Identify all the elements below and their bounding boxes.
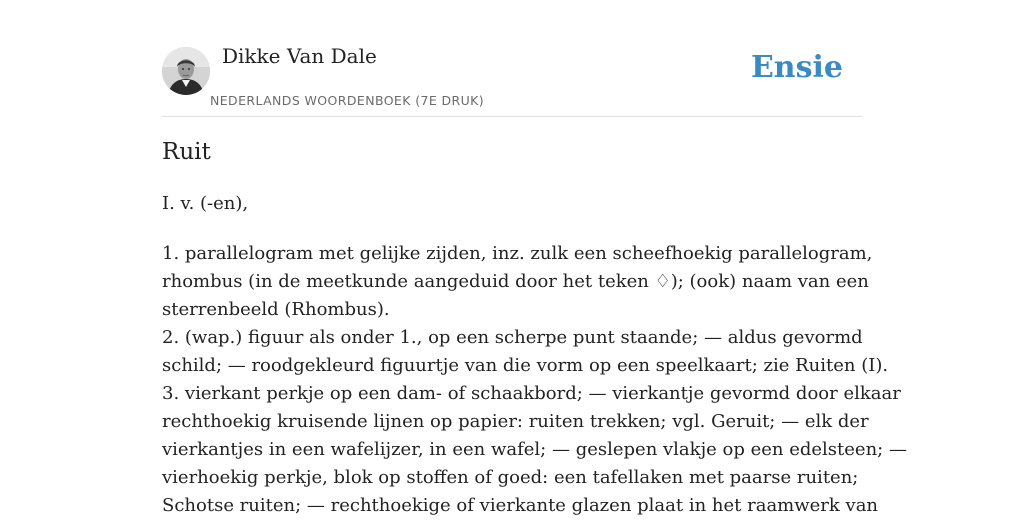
dictionary-page [162, 0, 907, 516]
site-name[interactable]: Dikke Van Dale [222, 44, 377, 68]
author-portrait [162, 47, 210, 95]
entry-definitions [162, 240, 907, 520]
definition-line: sterrenbeeld (Rhombus). [162, 299, 390, 320]
definition-line: schild; — roodgekleurd figuurtje van die vorm op een speelkaart; zie Ruiten (I). [162, 355, 889, 376]
entry-grammar: I. v. (-en), [162, 193, 249, 214]
definition-line: Schotse ruiten; — rechthoekige of vierkante glazen plaat in het raamwerk van [162, 495, 879, 516]
page-header [162, 0, 862, 117]
definition-line: 1. parallelogram met gelijke zijden, inz. zulk een scheefhoekig parallelogram, [162, 243, 873, 264]
definition-line: vierhoekig perkje, blok op stoffen of goed: een tafellaken met paarse ruiten; [162, 467, 859, 488]
definition-line: rhombus (in de meetkunde aangeduid door het teken ♢); (ook) naam van een [162, 271, 869, 292]
entry-title: Ruit [162, 139, 211, 165]
definition-line: 2. (wap.) figuur als onder 1., op een scherpe punt staande; — aldus gevormd [162, 327, 863, 348]
ensie-logo-link[interactable]: Ensie [750, 50, 843, 85]
dictionary-subtitle: NEDERLANDS WOORDENBOEK (7E DRUK) [210, 93, 485, 108]
definition-line: 3. vierkant perkje op een dam- of schaakbord; — vierkantje gevormd door elkaar [162, 383, 901, 404]
definition-line: vierkantjes in een wafelijzer, in een wafel; — geslepen vlakje op een edelsteen; — [162, 439, 907, 460]
definition-line: rechthoekig kruisende lijnen op papier: ruiten trekken; vgl. Geruit; — elk der [162, 411, 869, 432]
